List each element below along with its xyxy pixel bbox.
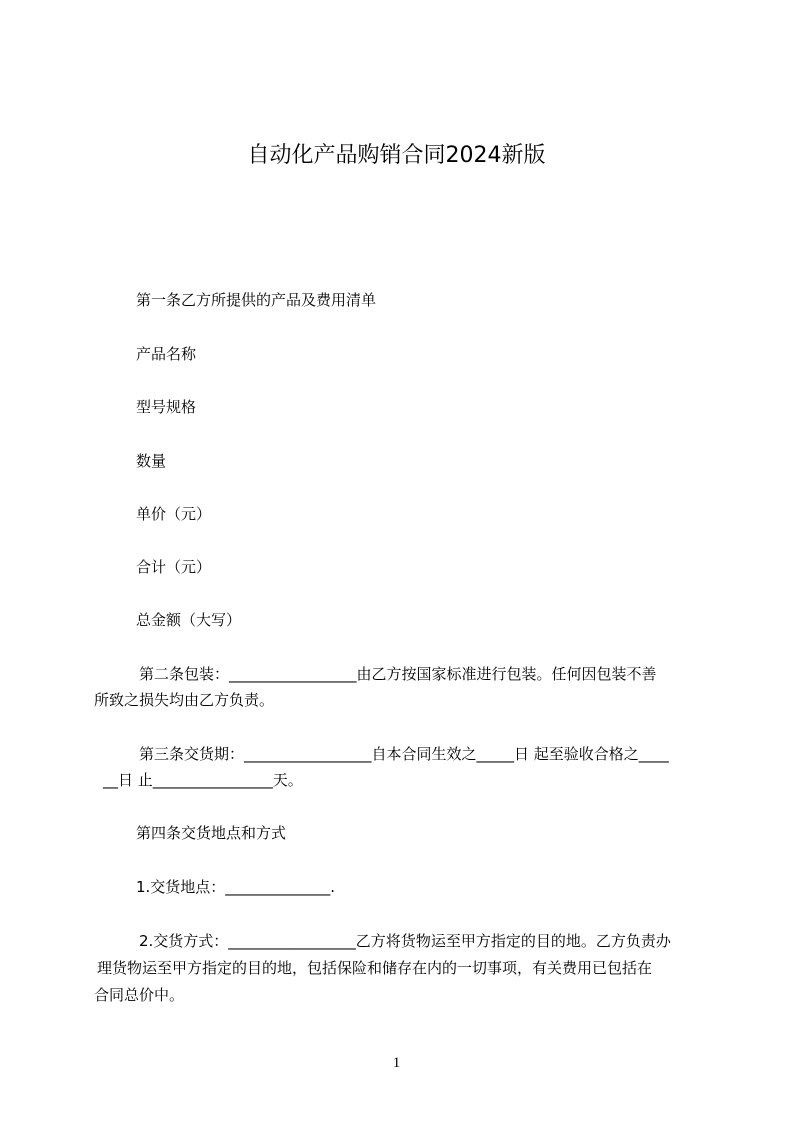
article3-line2: __日 止________________天。 xyxy=(103,771,303,789)
item-total-amount: 总金额（大写） xyxy=(136,611,242,629)
item-model-spec: 型号规格 xyxy=(136,398,197,416)
article2-line1: 第二条包装：_________________由乙方按国家标准进行包装。任何因包装不善 xyxy=(139,665,657,683)
article2-line2: 所致之损失均由乙方负责。 xyxy=(94,691,275,709)
article4-point2-line2: 理货物运至甲方指定的目的地，包括保险和储存在内的一切事项，有关费用已包括在 xyxy=(97,959,653,977)
article1-heading: 第一条乙方所提供的产品及费用清单 xyxy=(136,291,377,309)
article4-point1: 1.交货地点：______________. xyxy=(136,878,336,896)
article4-point2-line3: 合同总价中。 xyxy=(94,986,185,1004)
item-unit-price: 单价（元） xyxy=(136,505,212,523)
document-title: 自动化产品购销合同2024新版 xyxy=(247,143,546,168)
item-product-name: 产品名称 xyxy=(136,345,197,363)
item-subtotal: 合计（元） xyxy=(136,558,212,576)
article3-line1: 第三条交货期：_________________自本合同生效之_____日 起至验收合格之____ xyxy=(139,745,669,763)
article4-point2-line1: 2.交货方式：_________________乙方将货物运至甲方指定的目的地。乙方负责办 xyxy=(139,932,671,950)
page-number: 1 xyxy=(392,1055,401,1071)
article4-heading: 第四条交货地点和方式 xyxy=(136,824,287,842)
item-quantity: 数量 xyxy=(136,452,167,470)
